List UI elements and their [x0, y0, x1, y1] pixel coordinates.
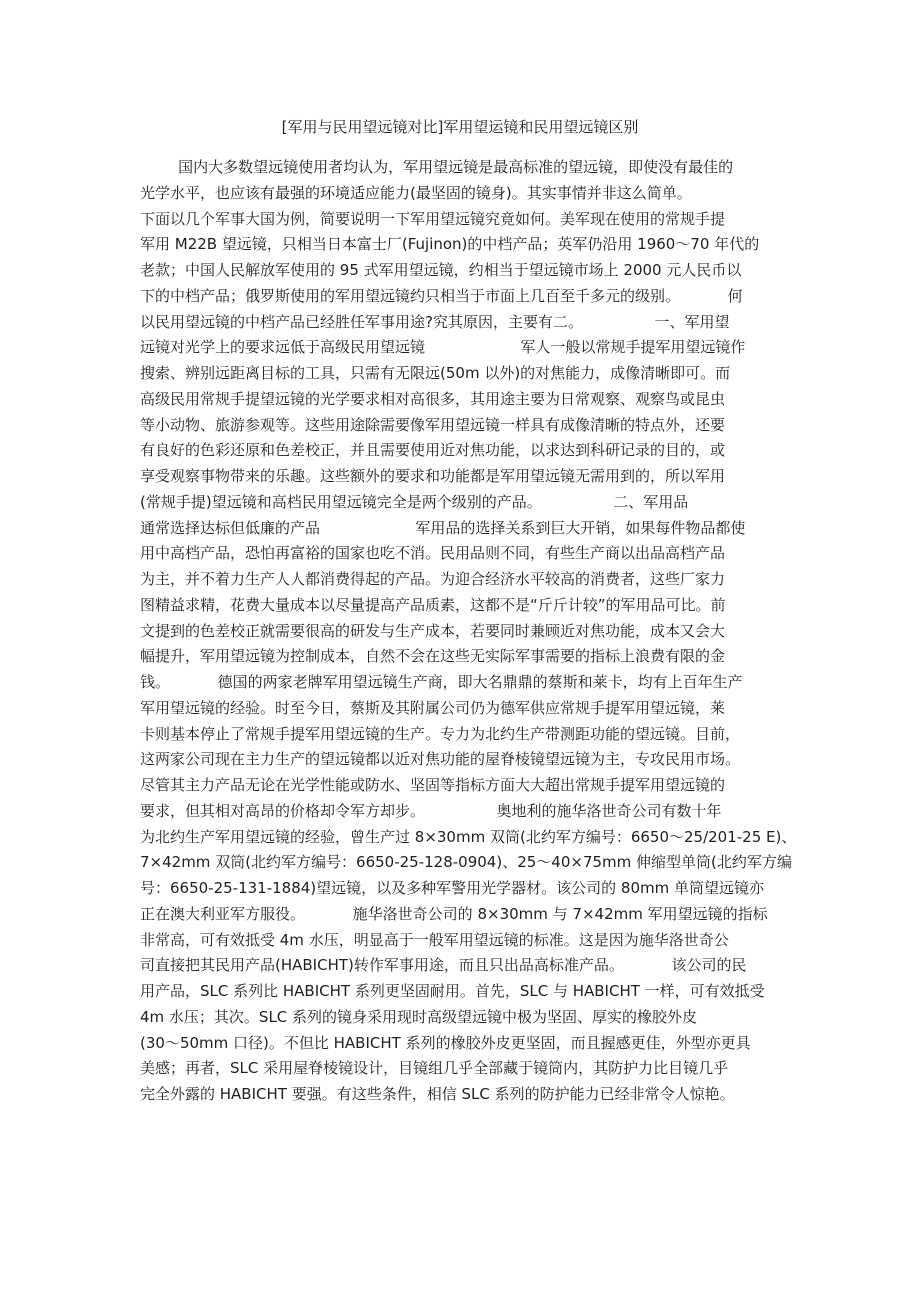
- body-line: 为北约生产军用望远镜的经验，曾生产过 8×30mm 双筒(北约军方编号：6650～25/201-25 E)、: [140, 827, 797, 846]
- document-title: [军用与民用望远镜对比]军用望运镜和民用望远镜区别: [281, 118, 639, 136]
- body-line: 军用 M22B 望远镜，只相当日本富士厂(Fujinon)的中档产品；英军仍沿用 1960～70 年代的: [140, 235, 760, 254]
- body-line: 司直接把其民用产品(HABICHT)转作军事用途，而且只出品高标准产品。 该公司的民: [140, 956, 747, 975]
- body-line: 幅提升，军用望远镜为控制成本，自然不会在这些无实际军事需要的指标上浪费有限的金: [140, 647, 726, 666]
- body-line: (常规手提)望远镜和高档民用望远镜完全是两个级别的产品。 二、军用品: [140, 492, 689, 511]
- body-line: 这两家公司现在主力生产的望远镜都以近对焦功能的屋脊棱镜望远镜为主，专攻民用市场。: [140, 750, 741, 769]
- body-line: 享受观察事物带来的乐趣。这些额外的要求和功能都是军用望远镜无需用到的，所以军用: [140, 467, 726, 485]
- body-line: 号：6650-25-131-1884)望远镜，以及多种军警用光学器材。该公司的 80mm 单筒望远镜亦: [140, 879, 765, 897]
- body-line: 高级民用常规手提望远镜的光学要求相对高很多，其用途主要为日常观察、观察鸟或昆虫: [140, 389, 726, 408]
- body-line: 下的中档产品；俄罗斯使用的军用望远镜约只相当于市面上几百至千多元的级别。 何: [140, 286, 743, 305]
- body-line: 有良好的色彩还原和色差校正，并且需要使用近对焦功能，以求达到科研记录的目的，或: [140, 441, 726, 460]
- body-line: 通常选择达标但低廉的产品 军用品的选择关系到巨大开销，如果每件物品都使: [140, 518, 746, 537]
- body-line: 光学水平，也应该有最强的环境适应能力(最坚固的镜身)。其实事情并非这么简单。: [140, 183, 692, 202]
- body-line: 美感；再者，SLC 采用屋脊棱镜设计，目镜组几乎全部藏于镜筒内，其防护力比目镜几乎: [140, 1059, 729, 1078]
- body-line: 军用望远镜的经验。时至今日，蔡斯及其附属公司仍为德军供应常规手提军用望远镜，莱: [140, 698, 726, 717]
- body-line: 用中高档产品，恐怕再富裕的国家也吃不消。民用品则不同，有些生产商以出品高档产品: [140, 544, 726, 563]
- body-line: 完全外露的 HABICHT 要强。有这些条件，相信 SLC 系列的防护能力已经非常令人惊艳。: [140, 1085, 735, 1103]
- body-line: 图精益求精，花费大量成本以尽量提高产品质素，这都不是“斤斤计较”的军用品可比。前: [140, 595, 726, 614]
- body-line: 远镜对光学上的要求远低于高级民用望远镜 军人一般以常规手提军用望远镜作: [140, 338, 746, 357]
- body-line: 4m 水压；其次。SLC 系列的镜身采用现时高级望远镜中极为坚固、厚实的橡胶外皮: [140, 1007, 698, 1026]
- document-body: [140, 155, 800, 1108]
- body-line: 为主，并不着力生产人人都消费得起的产品。为迎合经济水平较高的消费者，这些厂家力: [140, 570, 726, 588]
- body-line: 要求，但其相对高昂的价格却令军方却步。 奥地利的施华洛世奇公司有数十年: [140, 801, 722, 820]
- body-line: 搜索、辨别远距离目标的工具，只需有无限远(50m 以外)的对焦能力，成像清晰即可。而: [140, 364, 731, 382]
- body-line: 下面以几个军事大国为例，简要说明一下军用望远镜究竟如何。美军现在使用的常规手提: [140, 209, 726, 228]
- body-line: 文提到的色差校正就需要很高的研发与生产成本，若要同时兼顾近对焦功能，成本又会大: [140, 621, 726, 640]
- body-line: 卡则基本停止了常规手提军用望远镜的生产。专力为北约生产带测距功能的望远镜。目前，: [140, 724, 741, 743]
- body-line: 尽管其主力产品无论在光学性能或防水、坚固等指标方面大大超出常规手提军用望远镜的: [140, 776, 726, 794]
- body-line: 7×42mm 双筒(北约军方编号：6650-25-128-0904)、25～40×75mm 伸缩型单筒(北约军方编: [140, 853, 792, 872]
- body-line: 老款；中国人民解放军使用的 95 式军用望远镜，约相当于望远镜市场上 2000 元人民币以: [140, 261, 742, 279]
- body-line: 以民用望远镜的中档产品已经胜任军事用途?究其原因，主要有二。 一、军用望: [140, 312, 730, 331]
- body-line: 等小动物、旅游参观等。这些用途除需要像军用望远镜一样具有成像清晰的特点外，还要: [140, 415, 726, 434]
- body-line: 正在澳大利亚军方服役。 施华洛世奇公司的 8×30mm 与 7×42mm 军用望远镜的指标: [140, 904, 768, 923]
- body-line: (30～50mm 口径)。不但比 HABICHT 系列的橡胶外皮更坚固，而且握感更佳，外型亦更具: [140, 1033, 751, 1052]
- body-line: 用产品，SLC 系列比 HABICHT 系列更坚固耐用。首先，SLC 与 HABICHT 一样，可有效抵受: [140, 982, 765, 1000]
- body-line: 钱。 德国的两家老牌军用望远镜生产商，即大名鼎鼎的蔡斯和莱卡，均有上百年生产: [140, 673, 743, 691]
- body-line: 非常高，可有效抵受 4m 水压，明显高于一般军用望远镜的标准。这是因为施华洛世奇公: [140, 930, 729, 949]
- body-line: 国内大多数望远镜使用者均认为，军用望远镜是最高标准的望远镜，即使没有最佳的: [140, 158, 734, 176]
